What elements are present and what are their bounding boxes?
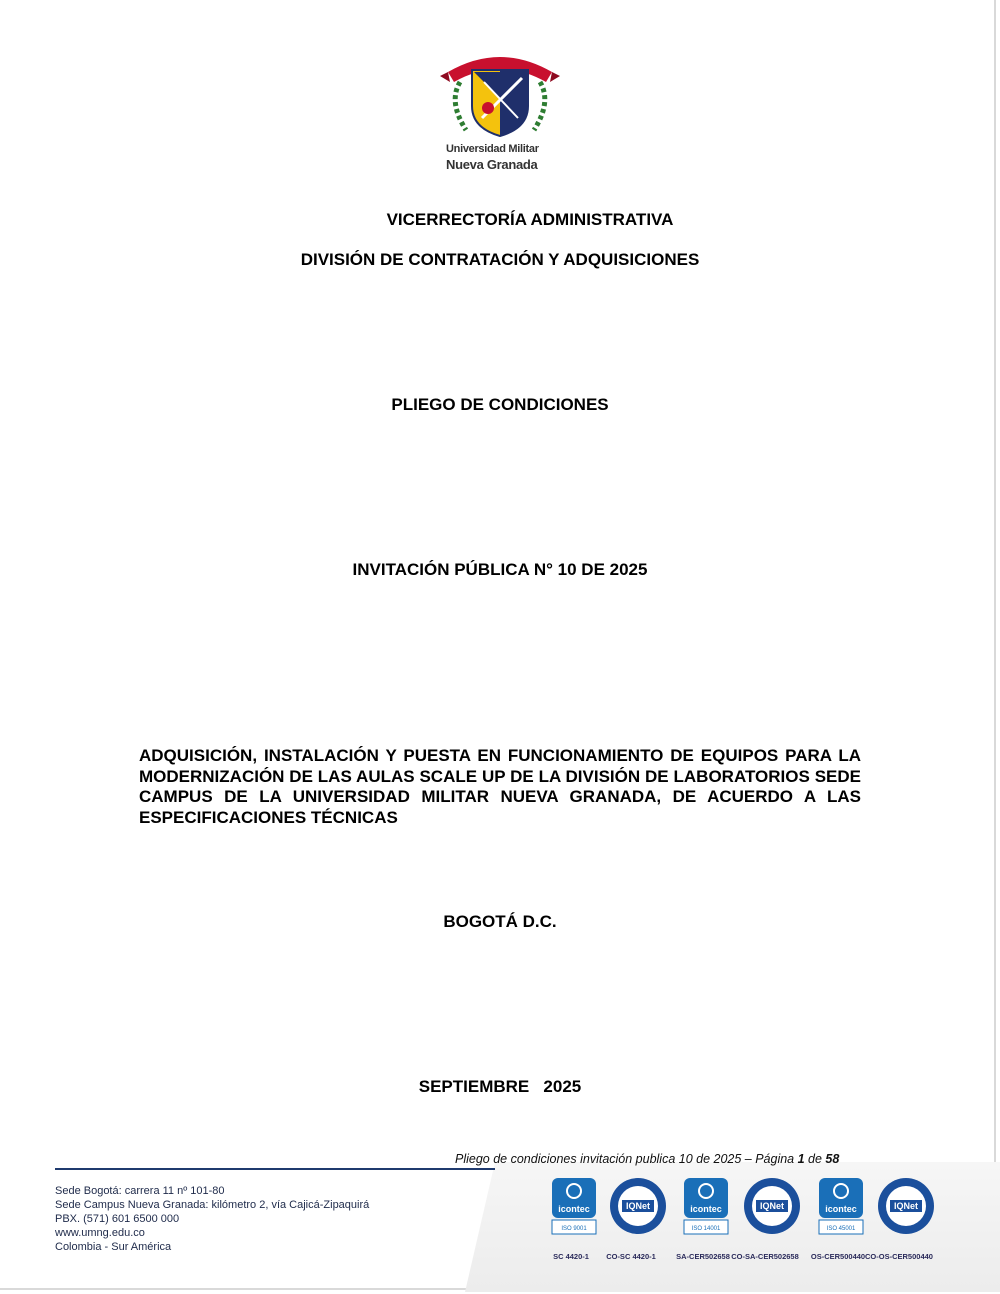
university-logo-text: [446, 142, 566, 172]
svg-text:icontec: icontec: [825, 1204, 857, 1214]
heading-date: SEPTIEMBRE 2025: [418, 1077, 582, 1096]
svg-text:icontec: icontec: [558, 1204, 590, 1214]
iqnet-seal-icon: [742, 1176, 794, 1236]
cert-code: SA-CER502658: [676, 1252, 730, 1261]
cert-code: CO-OS-CER500440: [865, 1252, 933, 1261]
svg-text:icontec: icontec: [690, 1204, 722, 1214]
cert-code: OS-CER500440: [810, 1252, 866, 1261]
page-current: 1: [797, 1152, 805, 1166]
svg-text:ISO 14001: ISO 14001: [691, 1226, 721, 1232]
footer-caption: [455, 1152, 875, 1166]
footer-divider: [55, 1168, 495, 1170]
address-line: Sede Bogotá: carrera 11 nº 101-80: [55, 1185, 225, 1197]
svg-text:IQNet: IQNet: [893, 1201, 919, 1211]
address-line: PBX. (571) 601 6500 000: [55, 1213, 180, 1225]
icontec-seal-icon: [815, 1176, 867, 1236]
svg-text:IQNet: IQNet: [759, 1201, 785, 1211]
heading-invitacion: INVITACIÓN PÚBLICA N° 10 DE 2025: [352, 560, 648, 579]
iqnet-seal-icon: [876, 1176, 928, 1236]
page-total: 58: [825, 1152, 840, 1166]
logo-name-line2: Nueva Granada: [446, 157, 538, 172]
contract-subject: ADQUISICIÓN, INSTALACIÓN Y PUESTA EN FUNCIONAMIENTO DE EQUIPOS PARA LA MODERNIZACIÓN DE LAS AULAS SCALE UP DE LA DIVISIÓN DE LABORATORIOS SEDE CAMPUS DE LA UNIVERSIDAD MILITAR NUEVA GRANADA, DE ACUERDO A LAS ESPECIFICACIONES TÉCNICAS: [139, 746, 861, 827]
cert-code: SC 4420-1: [553, 1252, 589, 1261]
address-line: Sede Campus Nueva Granada: kilómetro 2, vía Cajicá-Zipaquirá: [55, 1199, 370, 1211]
university-crest-icon: [438, 42, 562, 142]
svg-text:ISO 9001: ISO 9001: [561, 1226, 587, 1232]
website-link[interactable]: www.umng.edu.co: [55, 1227, 145, 1239]
caption-mid: de: [804, 1152, 826, 1166]
cert-code: CO-SC 4420-1: [606, 1252, 656, 1261]
heading-division: DIVISIÓN DE CONTRATACIÓN Y ADQUISICIONES: [300, 250, 700, 269]
heading-pliego: PLIEGO DE CONDICIONES: [391, 395, 609, 414]
iqnet-seal-icon: [608, 1176, 660, 1236]
icontec-seal-icon: [680, 1176, 732, 1236]
footer-address: [55, 1184, 455, 1254]
logo-name-line1: Universidad Militar: [446, 143, 539, 155]
address-line: Colombia - Sur América: [55, 1241, 172, 1253]
cert-code: CO-SA-CER502658: [731, 1252, 799, 1261]
caption-prefix: Pliego de condiciones invitación publica 10 de 2025 – Página: [455, 1152, 798, 1166]
svg-text:ISO 45001: ISO 45001: [826, 1226, 856, 1232]
heading-vicerrectoria: VICERRECTORÍA ADMINISTRATIVA: [386, 210, 674, 229]
icontec-seal-icon: [548, 1176, 600, 1236]
svg-text:IQNet: IQNet: [625, 1201, 651, 1211]
heading-city: BOGOTÁ D.C.: [443, 912, 557, 931]
